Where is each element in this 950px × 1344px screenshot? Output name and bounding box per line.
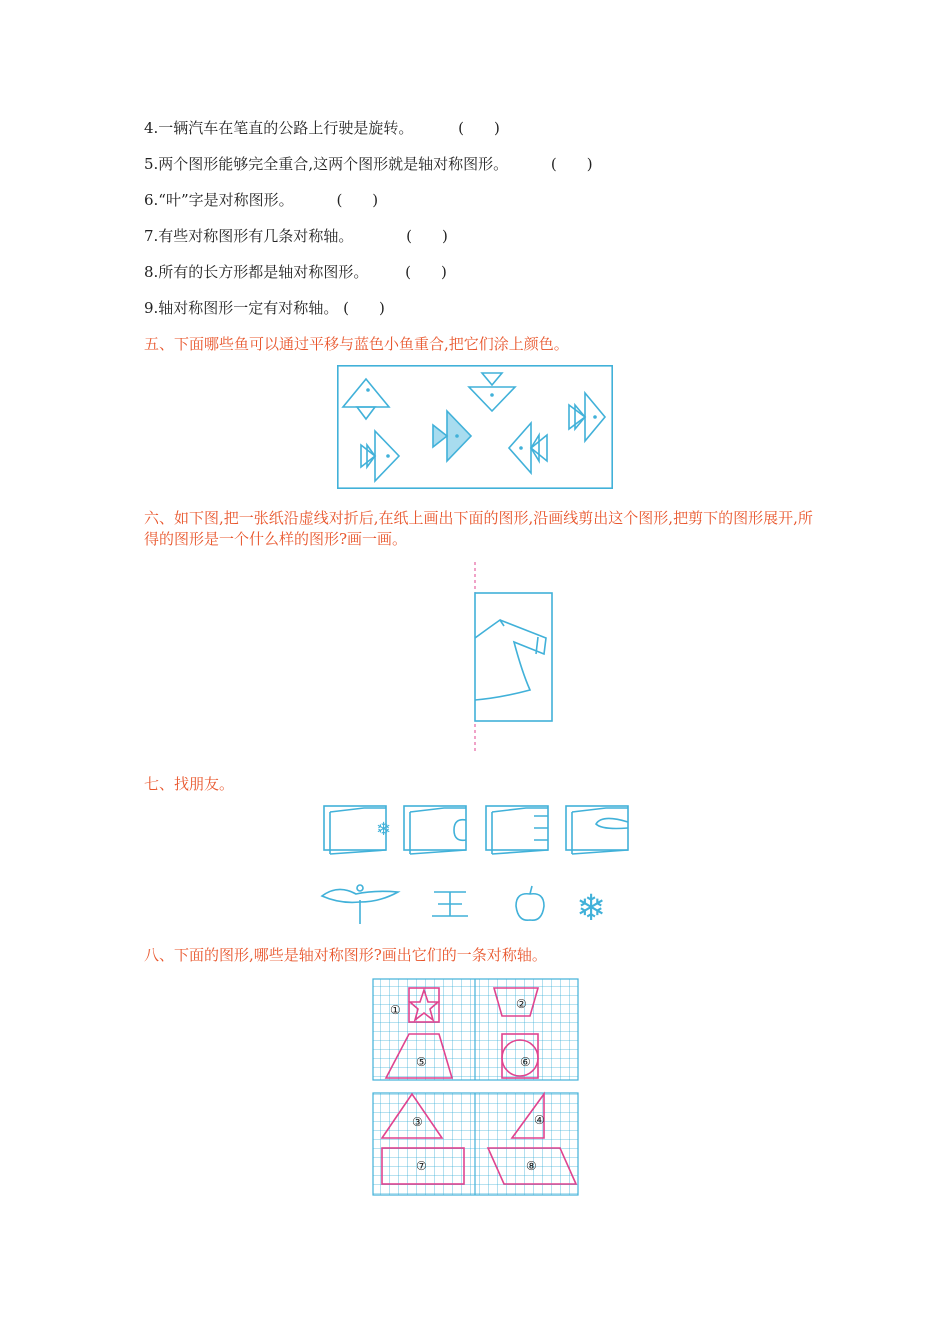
question-4-text: 4.一辆汽车在笔直的公路上行驶是旋转。	[144, 119, 414, 137]
folded-card-apple[interactable]	[404, 806, 466, 854]
label-4: ④	[534, 1113, 545, 1127]
fish-icon-6[interactable]	[361, 431, 399, 481]
dragonfly-icon[interactable]	[322, 885, 398, 924]
question-5-text: 5.两个图形能够完全重合,这两个图形就是轴对称图形。	[144, 155, 509, 173]
section-five-heading: 五、下面哪些鱼可以通过平移与蓝色小鱼重合,把它们涂上颜色。	[144, 335, 569, 353]
question-7-text: 7.有些对称图形有几条对称轴。	[144, 227, 354, 245]
section-seven-heading: 七、找朋友。	[144, 775, 235, 793]
folded-paper-figure	[470, 562, 556, 752]
answer-blank-8[interactable]: ( )	[405, 263, 447, 281]
half-snowflake-icon: ❄	[376, 819, 392, 840]
question-5	[144, 153, 593, 174]
label-1: ①	[390, 1003, 401, 1017]
half-apple-icon	[454, 820, 466, 841]
fish-icon-2[interactable]	[469, 373, 515, 411]
label-8: ⑧	[526, 1159, 537, 1173]
question-8-text: 8.所有的长方形都是轴对称图形。	[144, 263, 369, 281]
folded-card-character[interactable]	[486, 806, 548, 854]
label-5: ⑤	[416, 1055, 427, 1069]
question-9	[144, 297, 385, 318]
label-3: ③	[412, 1115, 423, 1129]
folded-card-snowflake[interactable]	[324, 806, 391, 854]
find-friends-figure	[320, 800, 632, 930]
fish-panel	[337, 365, 613, 489]
half-character-icon	[534, 816, 548, 840]
folded-card-dragonfly[interactable]	[566, 806, 628, 854]
fish-icon-3[interactable]	[569, 393, 605, 441]
paper-rect	[475, 593, 552, 721]
snowflake-icon[interactable]: ❄	[576, 888, 607, 929]
half-dragonfly-icon	[596, 818, 628, 828]
cut-line-body	[475, 620, 546, 700]
character-wang-icon[interactable]	[432, 892, 468, 916]
section-eight-heading: 八、下面的图形,哪些是轴对称图形?画出它们的一条对称轴。	[144, 946, 547, 964]
label-2: ②	[516, 997, 527, 1011]
question-9-text: 9.轴对称图形一定有对称轴。	[144, 299, 339, 317]
question-8	[144, 261, 447, 282]
answer-blank-4[interactable]: ( )	[458, 119, 500, 137]
cut-line-collar	[475, 620, 504, 638]
question-7	[144, 225, 448, 246]
answer-blank-7[interactable]: ( )	[406, 227, 448, 245]
label-7: ⑦	[416, 1159, 427, 1173]
question-6	[144, 189, 378, 210]
question-4	[144, 117, 500, 138]
answer-blank-6[interactable]: ( )	[336, 191, 379, 209]
blue-fish-icon	[433, 411, 471, 461]
fish-icon-1[interactable]	[343, 379, 389, 419]
answer-blank-5[interactable]: ( )	[550, 155, 593, 173]
fish-icon-5[interactable]	[509, 423, 547, 473]
section-six-heading: 六、如下图,把一张纸沿虚线对折后,在纸上画出下面的图形,沿画线剪出这个图形,把剪下的图形展开,所得的图形是一个什么样的图形?画一画。	[144, 509, 813, 548]
grid-shapes-figure	[372, 978, 579, 1196]
label-6: ⑥	[520, 1055, 531, 1069]
question-6-text: 6.“叶”字是对称图形。	[144, 191, 294, 209]
apple-icon[interactable]	[516, 886, 544, 920]
answer-blank-9[interactable]: ( )	[343, 299, 385, 317]
